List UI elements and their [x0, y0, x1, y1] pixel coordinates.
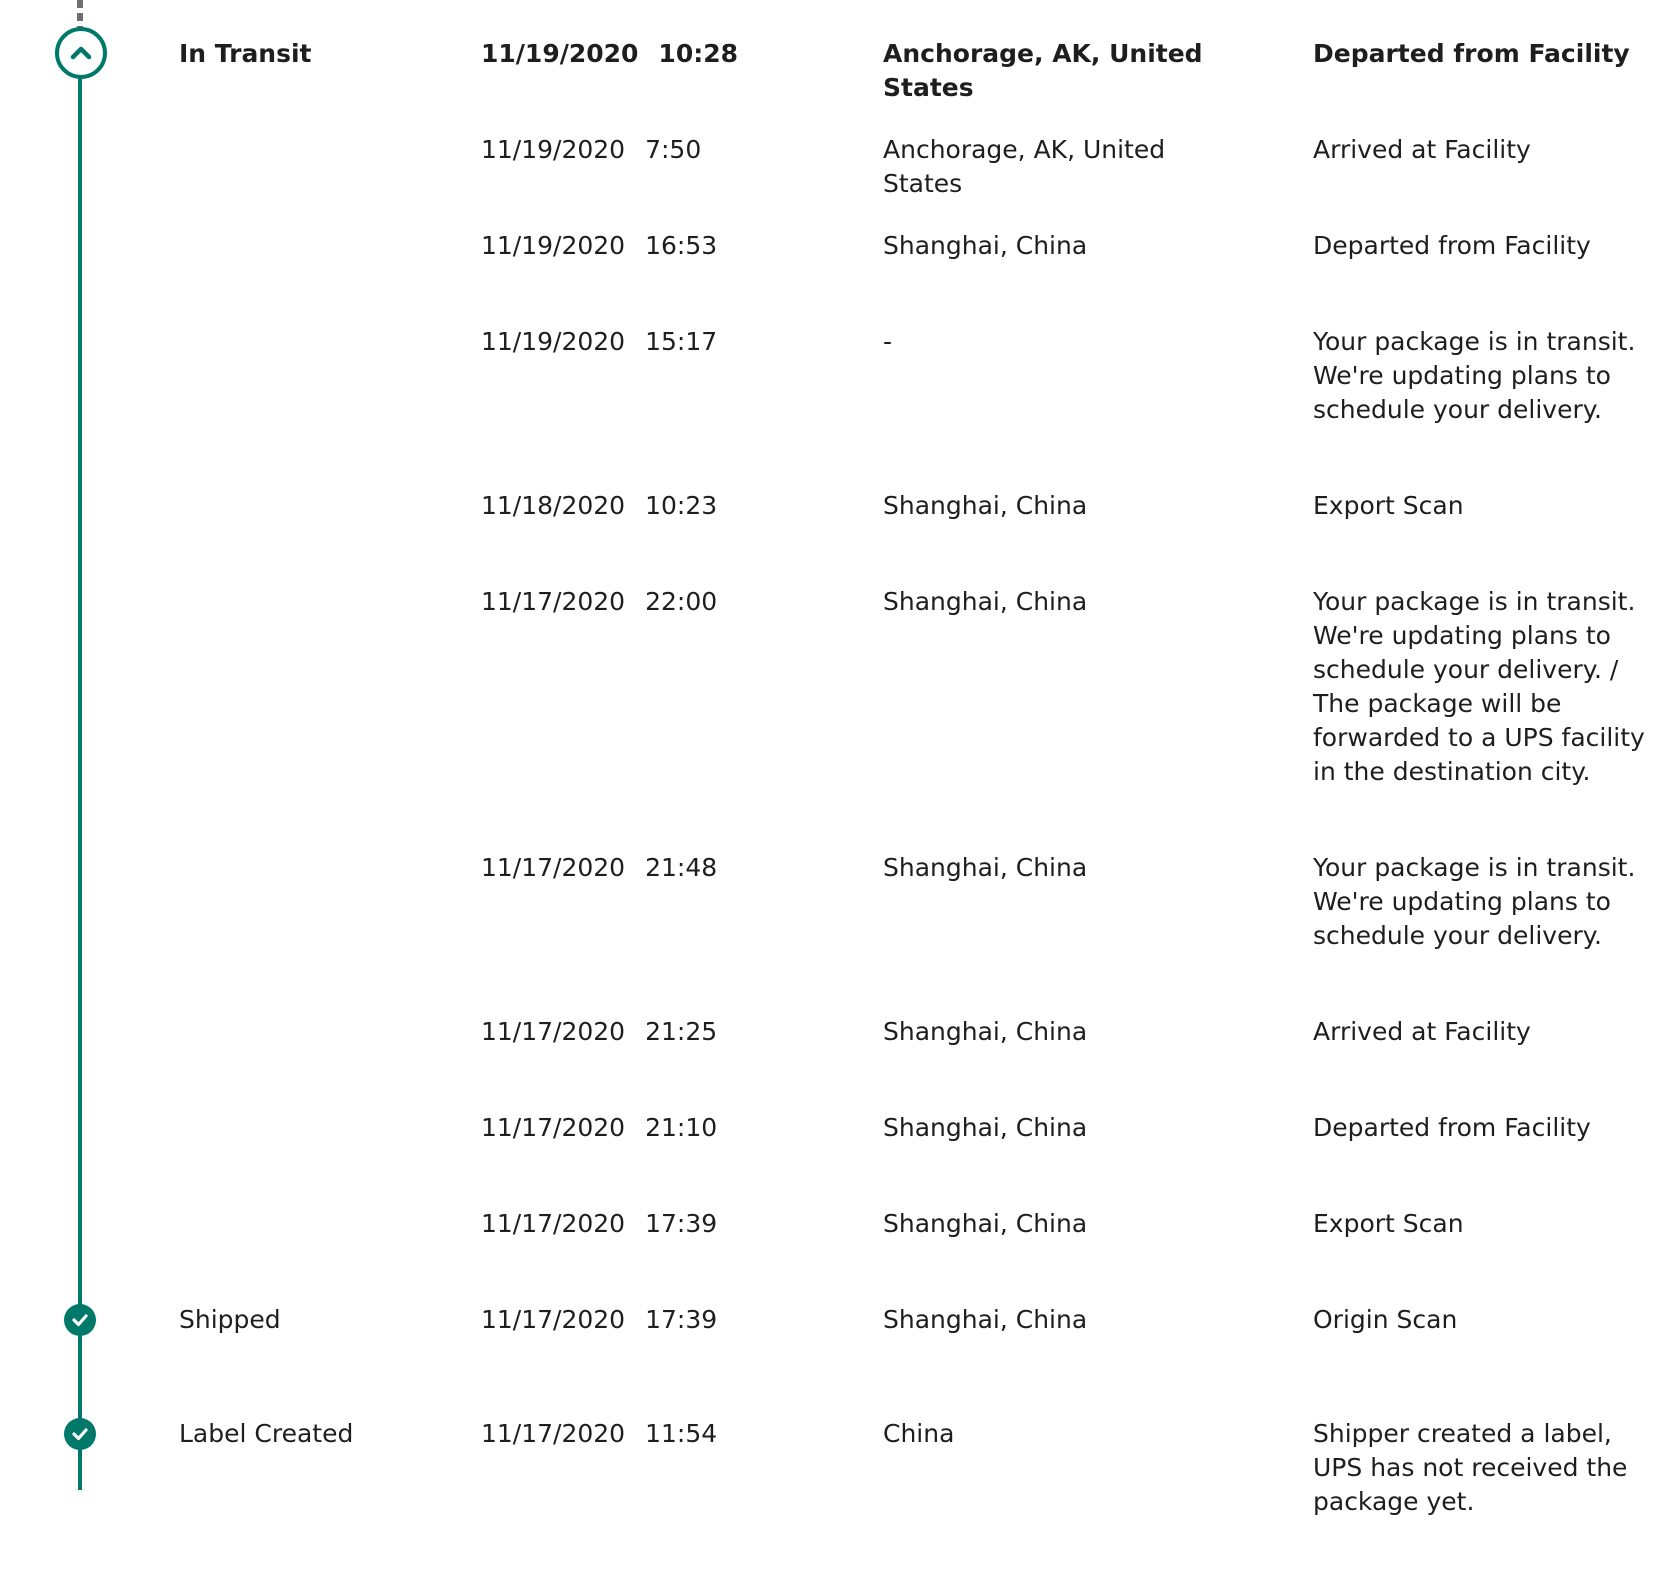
event-time: 10:23	[645, 491, 718, 520]
table-row	[0, 133, 1662, 198]
event-description: Arrived at Facility	[1313, 135, 1531, 164]
event-time: 17:39	[645, 1209, 718, 1238]
event-location: Shanghai, China	[883, 231, 1088, 260]
table-row	[0, 1207, 1662, 1241]
event-description: Departed from Facility	[1313, 231, 1591, 260]
event-datetime	[481, 325, 871, 359]
table-row	[0, 1111, 1662, 1145]
event-description: Export Scan	[1313, 1209, 1464, 1238]
event-time: 21:48	[645, 853, 718, 882]
table-row	[0, 585, 1662, 789]
event-description: Your package is in transit. We're updating plans to schedule your delivery.	[1313, 853, 1636, 950]
event-time: 21:25	[645, 1017, 718, 1046]
event-datetime	[481, 37, 871, 71]
collapse-chevron-up-icon[interactable]	[55, 27, 107, 79]
event-location: Anchorage, AK, United States	[883, 135, 1166, 198]
event-date: 11/17/2020	[481, 1113, 626, 1142]
event-date: 11/17/2020	[481, 1017, 626, 1046]
event-time: 21:10	[645, 1113, 718, 1142]
event-datetime	[481, 1207, 871, 1241]
event-time: 7:50	[645, 135, 702, 164]
event-date: 11/17/2020	[481, 587, 626, 616]
event-location: China	[883, 1419, 955, 1448]
status-label: Shipped	[179, 1305, 281, 1334]
event-datetime	[481, 1111, 871, 1145]
event-location: Shanghai, China	[883, 853, 1088, 882]
event-description: Origin Scan	[1313, 1305, 1458, 1334]
event-datetime	[481, 229, 871, 263]
event-datetime	[481, 851, 871, 885]
event-location: Shanghai, China	[883, 1017, 1088, 1046]
event-location: Shanghai, China	[883, 491, 1088, 520]
event-date: 11/19/2020	[481, 135, 626, 164]
event-datetime	[481, 1303, 871, 1337]
event-date: 11/19/2020	[481, 39, 639, 68]
checkmark-icon	[64, 1304, 96, 1336]
table-row	[0, 1015, 1662, 1049]
table-row	[0, 229, 1662, 263]
table-row	[0, 1303, 1662, 1337]
table-row	[0, 1417, 1662, 1519]
event-description: Departed from Facility	[1313, 1113, 1591, 1142]
event-time: 22:00	[645, 587, 718, 616]
event-time: 17:39	[645, 1305, 718, 1334]
event-date: 11/17/2020	[481, 1305, 626, 1334]
event-date: 11/17/2020	[481, 1209, 626, 1238]
event-description: Shipper created a label, UPS has not received the package yet.	[1313, 1419, 1628, 1516]
status-label: Label Created	[179, 1419, 354, 1448]
event-location: Anchorage, AK, United States	[883, 39, 1203, 102]
event-location: -	[883, 327, 893, 356]
event-location: Shanghai, China	[883, 1113, 1088, 1142]
event-date: 11/19/2020	[481, 231, 626, 260]
event-time: 16:53	[645, 231, 718, 260]
checkmark-icon	[64, 1418, 96, 1450]
event-time: 15:17	[645, 327, 718, 356]
event-datetime	[481, 1417, 871, 1451]
event-date: 11/17/2020	[481, 853, 626, 882]
event-description: Export Scan	[1313, 491, 1464, 520]
event-time: 11:54	[645, 1419, 718, 1448]
table-row	[0, 325, 1662, 427]
event-datetime	[481, 585, 871, 619]
table-row	[0, 489, 1662, 523]
event-datetime	[481, 489, 871, 523]
event-date: 11/19/2020	[481, 327, 626, 356]
event-datetime	[481, 133, 871, 167]
tracking-history-table	[0, 37, 1662, 1581]
event-description: Departed from Facility	[1313, 39, 1630, 68]
table-row	[0, 851, 1662, 953]
event-location: Shanghai, China	[883, 1209, 1088, 1238]
event-location: Shanghai, China	[883, 587, 1088, 616]
event-datetime	[481, 1015, 871, 1049]
status-label: In Transit	[179, 39, 312, 68]
event-date: 11/17/2020	[481, 1419, 626, 1448]
event-date: 11/18/2020	[481, 491, 626, 520]
event-time: 10:28	[658, 39, 738, 68]
event-location: Shanghai, China	[883, 1305, 1088, 1334]
table-row	[0, 37, 1662, 102]
event-description: Your package is in transit. We're updating plans to schedule your delivery.	[1313, 327, 1636, 424]
event-description: Arrived at Facility	[1313, 1017, 1531, 1046]
event-description: Your package is in transit. We're updating plans to schedule your delivery. / The package will be forwarded to a UPS facility in the destination city.	[1313, 587, 1645, 786]
